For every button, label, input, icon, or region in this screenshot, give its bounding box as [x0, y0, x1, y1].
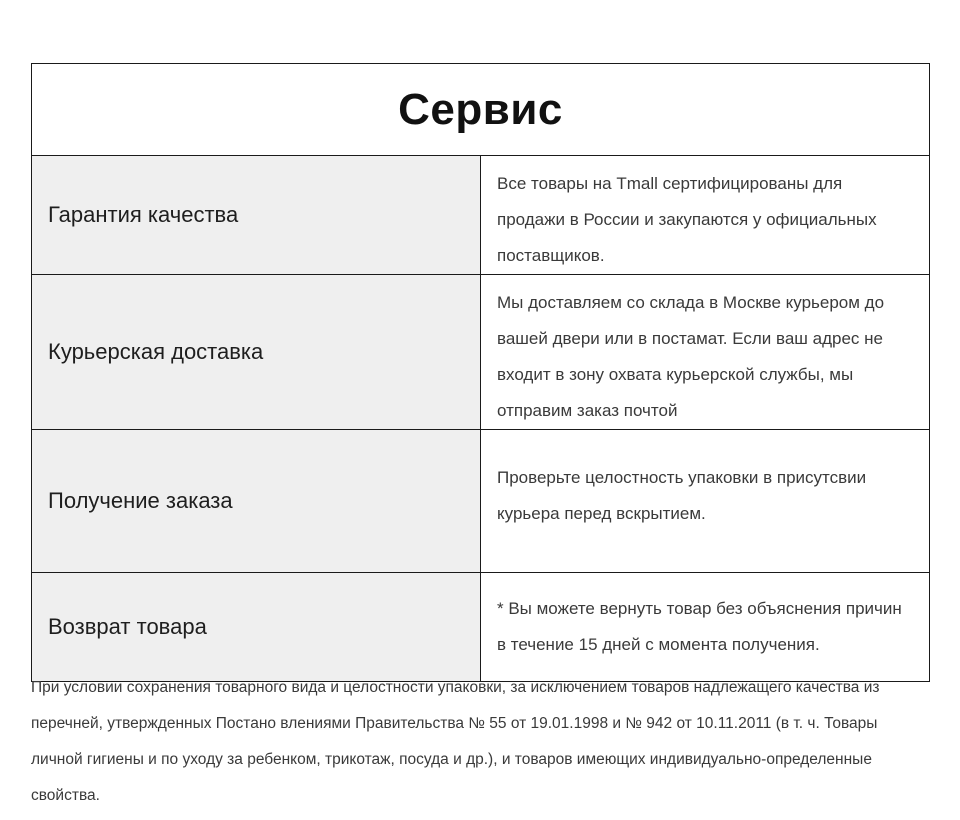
service-table — [31, 63, 930, 682]
page-title: Сервис — [32, 64, 930, 156]
service-description-return: * Вы можете вернуть товар без объяснения причин в течение 15 дней с момента получения. — [481, 573, 930, 682]
service-description-receipt: Проверьте целостность упаковки в присутсвии курьера перед вскрытием. — [481, 430, 930, 573]
service-label-delivery: Курьерская доставка — [32, 275, 481, 430]
service-description-delivery: Мы доставляем со склада в Москве курьером до вашей двери или в постамат. Если ваш адрес не входит в зону охвата курьерской службы, мы отправим заказ почтой — [481, 275, 930, 430]
service-row-delivery — [32, 275, 930, 430]
service-label-quality: Гарантия качества — [32, 156, 481, 275]
service-row-return — [32, 573, 930, 682]
service-label-return: Возврат товара — [32, 573, 481, 682]
service-row-quality — [32, 156, 930, 275]
service-description-quality: Все товары на Tmall сертифицированы для продажи в России и закупаются у официальных поставщиков. — [481, 156, 930, 275]
service-row-receipt — [32, 430, 930, 573]
title-row — [32, 64, 930, 156]
footnote: При условии сохранения товарного вида и целостности упаковки, за исключением товаров надлежащего качества из перечней, утвержденных Постано влениями Правительства № 55 от 19.01.1998 и № 942 от 10.11.2011 (в т. ч. Товары личной гигиены и по уходу за ребенком, трикотаж, посуда и др.), и товаров имеющих индивидуально-определенные свойства. — [31, 679, 880, 804]
service-label-receipt: Получение заказа — [32, 430, 481, 573]
